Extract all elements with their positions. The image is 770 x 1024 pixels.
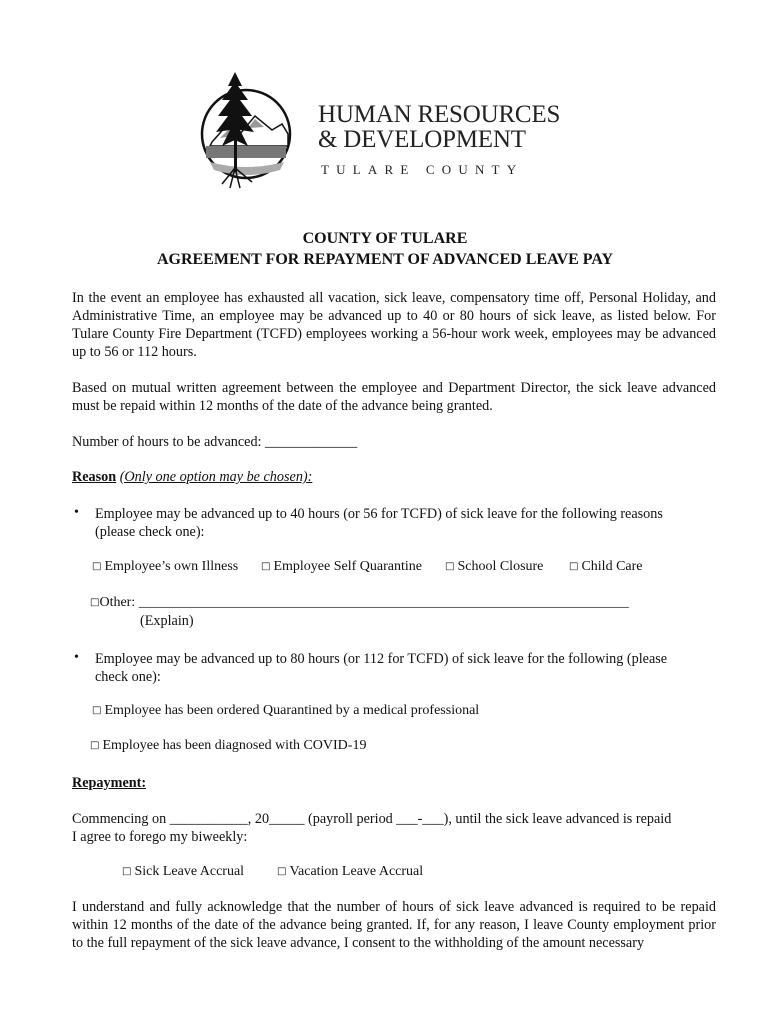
checkbox-label: Employee has been diagnosed with COVID-19 (102, 738, 367, 753)
bullet-icon: • (74, 505, 79, 520)
reason-note: (Only one option may be chosen): (119, 469, 313, 485)
letterhead (200, 72, 600, 192)
org-name-line1: HUMAN RESOURCES (318, 101, 561, 128)
checkbox-icon: □ (90, 597, 100, 608)
checkbox-school-closure[interactable] (445, 559, 543, 575)
checkbox-other[interactable] (90, 595, 629, 611)
checkbox-label: Vacation Leave Accrual (289, 864, 424, 879)
checkbox-vacation-leave-accrual[interactable] (277, 864, 423, 880)
checkbox-icon: □ (122, 866, 132, 877)
checkbox-self-quarantine[interactable] (261, 559, 422, 575)
checkbox-icon: □ (445, 561, 455, 572)
checkbox-label: Employee has been ordered Quarantined by a medical professional (104, 703, 480, 718)
checkbox-diagnosed-covid[interactable] (90, 738, 366, 754)
checkbox-label: Child Care (581, 559, 643, 574)
reason-heading (72, 468, 312, 486)
org-name-line2: & DEVELOPMENT (318, 126, 526, 153)
checkbox-ordered-quarantined[interactable] (92, 703, 479, 719)
repayment-heading: Repayment: (72, 775, 147, 791)
other-field[interactable]: Other: ______________________________________________________________________ (99, 595, 629, 610)
title-line1: COUNTY OF TULARE (302, 230, 468, 247)
explain-label: (Explain) (140, 613, 194, 629)
checkbox-icon: □ (261, 561, 271, 572)
org-county: TULARE COUNTY (321, 162, 524, 177)
checkbox-child-care[interactable] (569, 559, 643, 575)
checkbox-icon: □ (90, 740, 100, 751)
intro-paragraph-1: In the event an employee has exhausted all vacation, sick leave, compensatory time off, Personal Holiday, and Administrative Time, an employee may be advanced up to 40 or 80 hours of sick leave, as listed below. For Tulare County Fire Department (TCFD) employees working a 56-hour work week, employees may be advanced up to 56 or 112 hours. (72, 290, 716, 360)
checkbox-label: Sick Leave Accrual (134, 864, 245, 879)
hours-advanced-field[interactable]: Number of hours to be advanced: _____________ (72, 434, 358, 450)
acknowledgement-paragraph: I understand and fully acknowledge that the number of hours of sick leave advanced is required to be repaid within 12 months of the date of the advance being granted. If, for any reason, I leave County employment prior to the full repayment of the sick leave advance, I consent to the withholding of the amount necessary (72, 899, 716, 951)
intro-paragraph-2: Based on mutual written agreement between the employee and Department Director, the sick leave advanced must be repaid within 12 months of the date of the advance being granted. (72, 380, 716, 414)
checkbox-icon: □ (277, 866, 287, 877)
repayment-line1[interactable]: Commencing on ___________, 20_____ (payroll period ___-___), until the sick leave advanced is repaid (72, 811, 672, 827)
checkbox-icon: □ (92, 561, 102, 572)
option1-text-line2: (please check one): (95, 524, 205, 540)
checkbox-label: School Closure (457, 559, 544, 574)
option2-text-line1: Employee may be advanced up to 80 hours (or 112 for TCFD) of sick leave for the following (please (95, 651, 668, 667)
checkbox-sick-leave-accrual[interactable] (122, 864, 244, 880)
option1-text-line1: Employee may be advanced up to 40 hours (or 56 for TCFD) of sick leave for the following reasons (95, 506, 663, 522)
tree-mountain-logo-icon (200, 72, 300, 192)
checkbox-label: Employee Self Quarantine (273, 559, 422, 574)
org-name (318, 102, 560, 152)
option2-text-line2: check one): (95, 669, 161, 685)
checkbox-icon: □ (92, 705, 102, 716)
repayment-line2: I agree to forego my biweekly: (72, 829, 248, 845)
bullet-icon: • (74, 650, 79, 665)
checkbox-label: Employee’s own Illness (104, 559, 239, 574)
checkbox-own-illness[interactable] (92, 559, 238, 575)
title-line2: AGREEMENT FOR REPAYMENT OF ADVANCED LEAVE PAY (156, 251, 614, 268)
reason-label: Reason (72, 469, 117, 485)
checkbox-icon: □ (569, 561, 579, 572)
